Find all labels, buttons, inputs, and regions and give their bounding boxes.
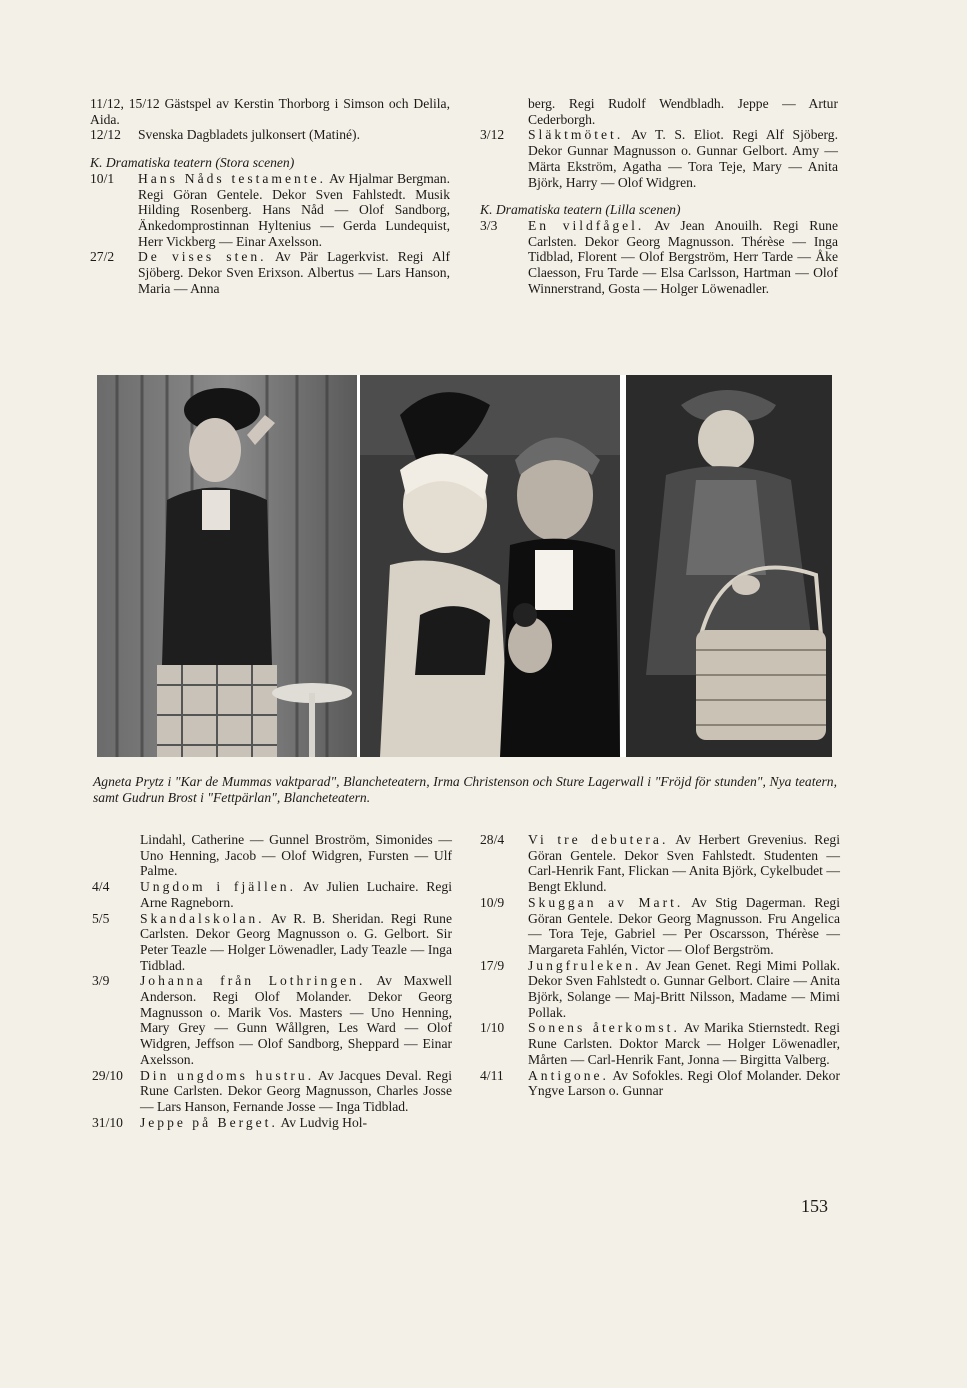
entry-date: 27/2 [90,249,115,265]
entry-title: Vi tre debutera. [528,832,669,847]
entry [92,879,452,910]
entry [480,1068,840,1099]
section-heading: K. Dramatiska teatern (Stora scenen) [90,155,295,171]
entry-date: 12/12 [90,127,121,143]
entry [90,127,450,143]
entry-text: Av Herbert Grevenius. Regi Göran Gentele. Dekor Sven Fahlstedt. Studenten — Carl-Henrik Fant, Flickan — Anita Björk, Cykelbudet — Bengt Eklund. [528,832,840,895]
entry-date: 10/1 [90,170,115,186]
entry [92,1068,452,1115]
entry-text: Gästspel av Kerstin Thorborg i Simson och Delila, Aida. [90,96,450,127]
entry [480,127,838,190]
entry-title: De vises sten. [138,249,267,265]
entry-text: Av Stig Dagerman. Regi Göran Gentele. Dekor Georg Magnusson. Fru Angelica — Tora Teje, Gabriel — Per Oscarsson, Thérèse — Margareta Fahlén, Victor — Olof Bergström. [528,894,840,957]
entry-date: 3/12 [480,127,505,143]
entry-date: 3/3 [480,217,498,233]
entry-date: 31/10 [92,1114,123,1130]
entry-text: Av Ludvig Hol- [280,1114,368,1130]
entry-title: Din ungdoms hustru. [140,1067,315,1083]
entry-date: 10/9 [480,894,505,910]
photo-2-image [360,375,620,757]
entry [92,911,452,974]
entry [480,895,840,958]
photo-christenson-lagerwall [360,375,620,757]
entry-text: Av Julien Luchaire. Regi Arne Ragneborn. [140,879,452,910]
entry-date: 1/10 [480,1020,505,1036]
entry [90,249,450,296]
entry [480,1020,840,1067]
bottom-left-column [92,832,452,1130]
entry [480,958,840,1021]
entry [480,218,838,297]
photo-3-image [626,375,832,757]
entry-title: Antigone. [528,1067,609,1083]
entry-title: Jungfruleken. [528,957,642,973]
entry-title: Jeppe på Berget. [140,1114,278,1130]
entry-text: Av T. S. Eliot. Regi Alf Sjöberg. Dekor Gunnar Magnusson o. Gunnar Gelbort. Amy — Märta Ekström, Agatha — Tora Teje, Mary — Anita Björk, Harry — Olof Widgren. [528,127,838,190]
entry-text: Av Maxwell Anderson. Regi Olof Molander. Dekor Georg Magnusson o. Marik Vos. Masters — Uno Henning, Mary Grey — Gunn Wållgren, Les Ward — Olof Widgren, Jeffson — Olof Sandborg, Sheppard — Einar Axelsson. [140,973,452,1067]
entry-date: 3/9 [92,973,110,989]
entry-text: Av Jean Genet. Regi Mimi Pollak. Dekor Sven Fahlstedt o. Gunnar Gelbort. Claire — Anita Björk, Solange — Maj-Britt Nilsson, Madame — Mimi Pollak. [528,957,840,1020]
entry-text: Av Jacques Deval. Regi Rune Carlsten. Dekor Georg Magnusson, Charles Josse — Lars Hanson, Fernande Josse — Inga Tidblad. [140,1067,452,1114]
entry-text: Svenska Dagbladets julkonsert (Matiné). [138,127,360,143]
photo-agneta-prytz [97,375,357,757]
bottom-right-column [480,832,840,1099]
continued-text: berg. Regi Rudolf Wendbladh. Jeppe — Artur Cederborgh. [528,96,838,127]
entry [90,96,450,127]
entry [92,1115,452,1131]
entry-title: Johanna från Lothringen. [140,973,366,989]
entry-text: Av Jean Anouilh. Regi Rune Carlsten. Dekor Georg Magnusson. Thérèse — Inga Tidblad, Florent — Olof Bergström, Herr Tarde — Åke Claesson, Fru Tarde — Elsa Carlsson, Hartman — Olof Winnerstrand, Gosta — Holger Löwenadler. [528,217,838,296]
entry-date: 11/12, 15/12 [90,96,160,111]
entry-date: 29/10 [92,1067,123,1083]
photo-caption: Agneta Prytz i "Kar de Mummas vaktparad", Blancheteatern, Irma Christenson och Sture Lagerwall i "Fröjd för stunden", Nya teatern, samt Gudrun Brost i "Fettpärlan", Blancheteatern. [93,774,837,806]
entry-title: Ungdom i fjällen. [140,879,296,895]
entry-text: Av R. B. Sheridan. Regi Rune Carlsten. Dekor Georg Magnusson o. G. Gelbort. Sir Peter Teazle — Holger Löwenadler, Lady Teazle — Inga Tidblad. [140,910,452,973]
photo-1-image [97,375,357,757]
entry [480,832,840,895]
continued-text: Lindahl, Catherine — Gunnel Broström, Simonides — Uno Henning, Jacob — Olof Widgren, Fursten — Ulf Palme. [140,832,452,879]
top-left-column [90,96,450,296]
entry [92,973,452,1067]
entry [90,171,450,250]
photo-gudrun-brost [626,375,832,757]
entry-title: Skuggan av Mart. [528,894,684,910]
photo-strip [97,375,832,757]
entry-date: 17/9 [480,957,505,973]
entry-title: Sonens återkomst. [528,1020,680,1036]
entry-date: 4/11 [480,1067,504,1083]
section-heading: K. Dramatiska teatern (Lilla scenen) [480,202,681,218]
entry-date: 4/4 [92,879,110,895]
entry-title: Skandalskolan. [140,910,265,926]
page-number: 153 [801,1196,828,1216]
entry-text: Av Sofokles. Regi Olof Molander. Dekor Yngve Larson o. Gunnar [528,1067,840,1099]
entry-date: 5/5 [92,910,110,926]
entry-text: Av Marika Stiernstedt. Regi Rune Carlsten. Doktor Marck — Holger Löwenadler, Mårten — Carl-Henrik Fant, Jonna — Birgitta Valberg. [528,1020,840,1067]
entry-date: 28/4 [480,832,505,847]
entry-title: Släktmötet. [528,127,624,143]
entry-title: En vildfågel. [528,217,645,233]
entry-title: Hans Nåds testamente. [138,170,326,186]
entry-text: Av Hjalmar Bergman. Regi Göran Gentele. Dekor Sven Fahlstedt. Musik Hilding Rosenberg. Hans Nåd — Olof Sandborg, Änkedomprostinnan Hyltenius — Gerda Lundequist, Herr Vickberg — Einar Axelsson. [138,170,451,249]
entry-text: Av Pär Lagerkvist. Regi Alf Sjöberg. Dekor Sven Erixson. Albertus — Lars Hanson, Maria — Anna [138,249,450,296]
top-right-column [480,96,838,296]
